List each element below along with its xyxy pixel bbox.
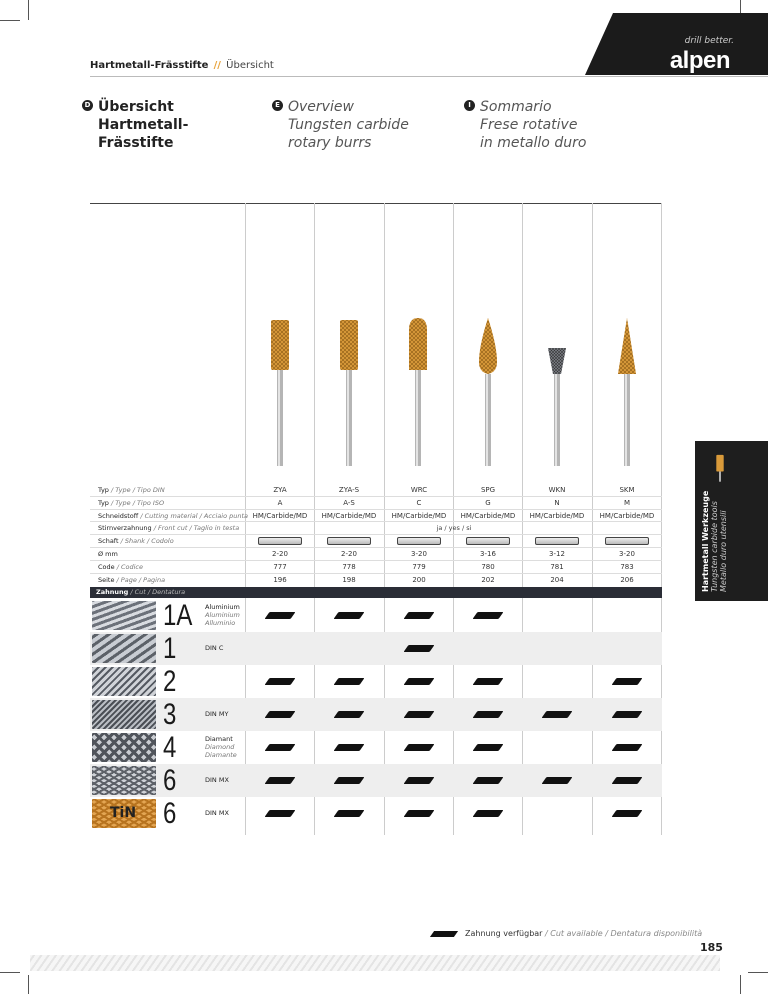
cut-desc-alt1: Diamond (205, 743, 235, 751)
cut-header-alt: / Cut / Dentatura (128, 588, 186, 596)
breadcrumb-main: Hartmetall-Frässtifte (90, 60, 209, 71)
cut-available-mark (473, 744, 504, 751)
row-rule (90, 509, 662, 510)
cut-code: 1 (163, 632, 177, 665)
cell-diameter: 2-20 (341, 550, 357, 558)
cut-row-1 (90, 632, 662, 665)
cut-available-mark (404, 678, 435, 685)
shank-icon (605, 537, 649, 545)
legend-main: Zahnung verfügbar (465, 929, 543, 938)
cut-available-mark (404, 645, 435, 652)
legend (465, 929, 702, 938)
cell-code: 783 (620, 563, 634, 571)
brand-banner (585, 13, 768, 75)
cut-description (205, 735, 237, 759)
cut-available-mark (334, 678, 365, 685)
burr-image-pointed-cone (617, 316, 637, 466)
cut-section-header (90, 587, 662, 598)
cut-pattern-image (92, 766, 156, 795)
row-label-page (98, 576, 165, 584)
shank-icon (397, 537, 441, 545)
cut-available-mark (612, 810, 643, 817)
cut-available-mark (473, 711, 504, 718)
cut-description: DIN MX (205, 776, 229, 784)
burr-image-pointed-tree (478, 316, 498, 466)
cell-page: 206 (620, 576, 634, 584)
cut-available-mark (265, 777, 296, 784)
cell-material: HM/Carbide/MD (321, 512, 377, 520)
shank-icon (327, 537, 371, 545)
cut-available-mark (473, 678, 504, 685)
cell-type-iso: N (554, 499, 560, 507)
burr-image-ball-nose-cylinder (408, 316, 428, 466)
cut-code: 2 (163, 665, 177, 698)
side-tab-line-1: Hartmetall Werkzeuge (701, 490, 710, 592)
cell-type-din: WRC (410, 486, 428, 494)
crop-mark (748, 972, 768, 973)
cut-pattern-image (92, 667, 156, 696)
cut-code: 1A (163, 599, 193, 632)
title-english (275, 98, 409, 152)
breadcrumb (90, 60, 274, 71)
row-label-shank-alt: / Shank / Codolo (118, 537, 174, 545)
row-rule (90, 560, 662, 561)
cut-available-mark (612, 711, 643, 718)
row-label-type-iso-alt: / Type / Tipo ISO (108, 499, 165, 507)
shank-icon (535, 537, 579, 545)
cut-available-mark (473, 612, 504, 619)
side-tab-text (701, 472, 761, 592)
cell-type-iso: C (416, 499, 422, 507)
cut-available-mark (612, 777, 643, 784)
row-label-type-iso-main: Typ (98, 499, 109, 507)
cell-page: 202 (481, 576, 495, 584)
cut-pattern-image (92, 634, 156, 663)
row-rule (90, 573, 662, 574)
front-cut-value: ja / yes / si (436, 524, 472, 532)
cut-pattern-image-tin (92, 799, 156, 828)
cut-available-mark (542, 711, 573, 718)
tin-coating-badge: TiN (110, 805, 137, 821)
legend-alt: / Cut available / Dentatura disponibilità (542, 929, 703, 938)
cell-material: HM/Carbide/MD (391, 512, 447, 520)
crop-mark (28, 0, 29, 20)
cut-row-4 (90, 731, 662, 764)
cell-material: HM/Carbide/MD (599, 512, 655, 520)
cell-type-din: SKM (619, 486, 635, 494)
row-label-code (98, 563, 143, 571)
crop-mark (740, 975, 741, 994)
row-label-type-din-alt: / Type / Tipo DIN (108, 486, 165, 494)
row-label-front-cut-main: Stirnverzahnung (98, 524, 152, 532)
row-label-type-iso (98, 499, 164, 507)
cut-available-mark (334, 711, 365, 718)
cell-code: 779 (412, 563, 426, 571)
language-badge-en: E (272, 100, 283, 111)
row-label-code-main: Code (98, 563, 115, 571)
crop-mark (28, 975, 29, 994)
cut-row-6 (90, 764, 662, 797)
cut-available-mark (404, 711, 435, 718)
language-badge-it: I (464, 100, 475, 111)
cut-available-mark (265, 744, 296, 751)
breadcrumb-separator: // (213, 60, 221, 71)
cut-code: 6 (163, 797, 177, 830)
page-number: 185 (700, 941, 723, 954)
cut-description: DIN MX (205, 809, 229, 817)
header-divider (90, 76, 768, 77)
row-label-diameter-main: Ø mm (98, 550, 118, 558)
cut-desc-main: Diamant (205, 735, 233, 743)
cell-material: HM/Carbide/MD (529, 512, 585, 520)
cut-available-mark (404, 777, 435, 784)
cut-available-mark (334, 777, 365, 784)
legend-availability-icon (430, 931, 458, 937)
cut-available-mark (612, 678, 643, 685)
cut-row-1a (90, 599, 662, 632)
cut-available-mark (265, 711, 296, 718)
cut-pattern-image (92, 700, 156, 729)
row-label-code-alt: / Codice (114, 563, 143, 571)
row-rule (90, 547, 662, 548)
side-tab-line-3: Metallo duro utensili (719, 510, 728, 592)
brand-slogan: drill better. (684, 36, 734, 46)
row-label-diameter (98, 550, 118, 558)
cut-available-mark (265, 810, 296, 817)
row-rule (90, 521, 662, 522)
language-badge-de: D (82, 100, 93, 111)
cut-available-mark (334, 744, 365, 751)
cut-description: DIN MY (205, 710, 229, 718)
cell-diameter: 3-20 (411, 550, 427, 558)
row-rule (90, 534, 662, 535)
row-label-material-main: Schneidstoff (98, 512, 139, 520)
title-german-text: Übersicht Hartmetall- Frässtifte (98, 99, 189, 151)
cut-available-mark (334, 810, 365, 817)
cut-code: 6 (163, 764, 177, 797)
cut-row-3 (90, 698, 662, 731)
cut-description: DIN C (205, 644, 224, 652)
cell-code: 778 (342, 563, 356, 571)
burr-image-cylinder (270, 316, 290, 466)
row-label-type-din-main: Typ (98, 486, 109, 494)
cut-available-mark (473, 777, 504, 784)
cut-available-mark (265, 612, 296, 619)
cut-code: 3 (163, 698, 177, 731)
cell-code: 777 (273, 563, 287, 571)
cut-description (205, 603, 240, 627)
cell-page: 196 (273, 576, 287, 584)
cut-available-mark (473, 810, 504, 817)
cut-pattern-image (92, 733, 156, 762)
cell-type-iso: G (485, 499, 491, 507)
cut-desc-alt2: Diamante (205, 751, 237, 759)
row-label-material (98, 512, 248, 520)
cell-page: 204 (550, 576, 564, 584)
table-top-rule (90, 203, 662, 204)
title-italian-text: Sommario Frese rotative in metallo duro (480, 99, 587, 151)
cell-page: 200 (412, 576, 426, 584)
burr-image-inverted-cone (547, 316, 567, 466)
breadcrumb-sub: Übersicht (226, 60, 274, 71)
row-label-front-cut (98, 524, 239, 532)
cell-material: HM/Carbide/MD (460, 512, 516, 520)
burr-image-cylinder-end-cut (339, 316, 359, 466)
title-german (84, 98, 189, 152)
crop-mark (0, 972, 20, 973)
cell-code: 780 (481, 563, 495, 571)
footer-hatch-bar (30, 955, 720, 971)
crop-mark (0, 20, 20, 21)
cell-code: 781 (550, 563, 564, 571)
cell-diameter: 3-16 (480, 550, 496, 558)
cell-type-iso: A (277, 499, 283, 507)
cell-type-din: ZYA-S (338, 486, 360, 494)
cut-desc-alt2: Alluminio (205, 619, 236, 627)
cell-diameter: 3-20 (619, 550, 635, 558)
row-label-front-cut-alt: / Front cut / Taglio in testa (151, 524, 240, 532)
cut-code: 4 (163, 731, 177, 764)
cut-available-mark (404, 744, 435, 751)
cut-available-mark (265, 678, 296, 685)
cell-type-din: ZYA (273, 486, 287, 494)
cut-pattern-image (92, 601, 156, 630)
row-label-material-alt: / Cutting material / Acciaio punta (138, 512, 249, 520)
title-english-text: Overview Tungsten carbide rotary burrs (288, 99, 409, 151)
cut-header-main: Zahnung (96, 588, 129, 596)
cut-row-6-tin (90, 797, 662, 830)
cut-section-header-text (96, 588, 185, 596)
row-label-type-din (98, 486, 165, 494)
cut-available-mark (334, 612, 365, 619)
side-tab-line-2: Tungsten carbide tools (710, 501, 719, 592)
shank-icon (466, 537, 510, 545)
cut-available-mark (404, 810, 435, 817)
cell-type-iso: A-S (343, 499, 355, 507)
cell-type-din: SPG (480, 486, 496, 494)
cut-row-2 (90, 665, 662, 698)
cell-diameter: 3-12 (549, 550, 565, 558)
cut-available-mark (612, 744, 643, 751)
cell-diameter: 2-20 (272, 550, 288, 558)
shank-icon (258, 537, 302, 545)
brand-logo: alpen (669, 47, 730, 74)
cell-material: HM/Carbide/MD (252, 512, 308, 520)
cell-type-din: WKN (548, 486, 566, 494)
cut-desc-main: Aluminium (205, 603, 240, 611)
cut-available-mark (542, 777, 573, 784)
row-label-shank-main: Schaft (98, 537, 119, 545)
row-rule (90, 496, 662, 497)
cell-type-iso: M (623, 499, 631, 507)
row-label-page-main: Seite (98, 576, 115, 584)
cell-page: 198 (342, 576, 356, 584)
cut-desc-alt1: Aluminium (205, 611, 240, 619)
cut-available-mark (404, 612, 435, 619)
title-italian (468, 98, 587, 152)
row-label-shank (98, 537, 174, 545)
row-label-page-alt: / Page / Pagina (114, 576, 166, 584)
